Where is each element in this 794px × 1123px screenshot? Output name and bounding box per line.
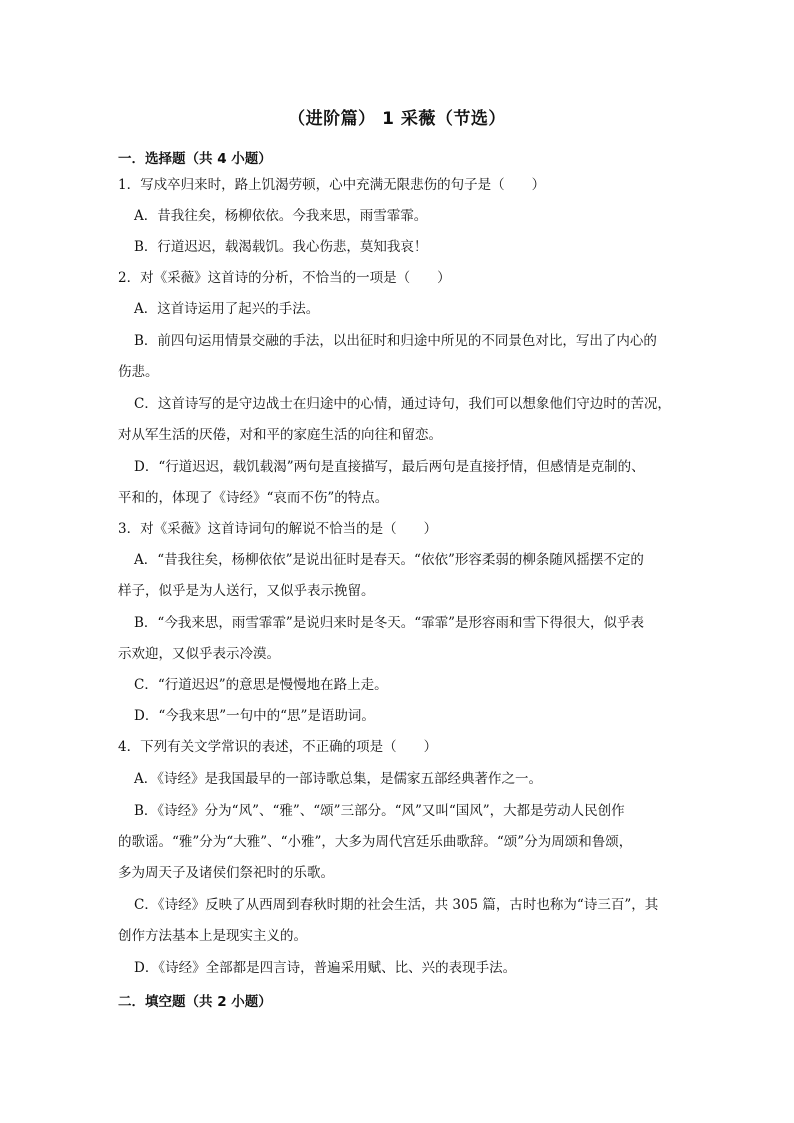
question-2-option-a: A．这首诗运用了起兴的手法。 bbox=[134, 301, 320, 317]
question-4-option-b-cont-2: 多为周天子及诸侯们祭祀时的乐歌。 bbox=[118, 865, 334, 881]
question-3-stem: 3．对《采薇》这首诗词句的解说不恰当的是（ ） bbox=[118, 521, 438, 537]
question-1-stem: 1．写戍卒归来时，路上饥渴劳顿，心中充满无限悲伤的句子是（ ） bbox=[118, 177, 546, 193]
question-3-option-a-cont: 样子，似乎是为人送行，又似乎表示挽留。 bbox=[118, 583, 375, 599]
section-heading-fill-in: 二．填空题（共 2 小题） bbox=[118, 994, 272, 1010]
question-4-option-c-cont: 创作方法基本上是现实主义的。 bbox=[118, 928, 307, 944]
question-2-option-c-cont: 对从军生活的厌倦，对和平的家庭生活的向往和留恋。 bbox=[118, 427, 442, 443]
section-heading-multiple-choice: 一．选择题（共 4 小题） bbox=[118, 151, 272, 167]
question-2-option-b-cont: 伤悲。 bbox=[118, 364, 159, 380]
page-title: （进阶篇） 1 采薇（节选） bbox=[288, 109, 506, 129]
question-1-option-b: B．行道迟迟，载渴载饥。我心伤悲，莫知我哀！ bbox=[134, 239, 428, 255]
question-2-stem: 2．对《采薇》这首诗的分析，不恰当的一项是（ ） bbox=[118, 270, 451, 286]
question-3-option-a: A．“昔我往矣，杨柳依依”是说出征时是春天。“依依”形容柔弱的柳条随风摇摆不定的 bbox=[134, 552, 644, 568]
question-2-option-c: C．这首诗写的是守边战士在归途中的心情，通过诗句，我们可以想象他们守边时的苦况， bbox=[134, 396, 671, 412]
question-3-option-b: B．“今我来思，雨雪霏霏”是说归来时是冬天。“霏霏”是形容雨和雪下得很大，似乎表 bbox=[134, 615, 645, 631]
question-1-option-a: A．昔我往矣，杨柳依依。今我来思，雨雪霏霏。 bbox=[134, 208, 428, 224]
question-4-option-d: D．《诗经》全部都是四言诗，普遍采用赋、比、兴的表现手法。 bbox=[134, 960, 517, 976]
question-4-option-b: B．《诗经》分为“风”、“雅”、“颂”三部分。“风”又叫“国风”，大都是劳动人民创作 bbox=[134, 803, 625, 819]
question-4-option-c: C．《诗经》反映了从西周到春秋时期的社会生活，共 305 篇，古时也称为“诗三百”，其 bbox=[134, 897, 659, 913]
question-4-stem: 4．下列有关文学常识的表述，不正确的项是（ ） bbox=[118, 739, 438, 755]
question-2-option-b: B．前四句运用情景交融的手法，以出征时和归途中所见的不同景色对比，写出了内心的 bbox=[134, 333, 657, 349]
question-2-option-d: D．“行道迟迟，载饥载渴”两句是直接描写，最后两句是直接抒情，但感情是克制的、 bbox=[134, 459, 645, 475]
question-2-option-d-cont: 平和的，体现了《诗经》“哀而不伤”的特点。 bbox=[118, 490, 389, 506]
question-3-option-d: D．“今我来思”一句中的“思”是语助词。 bbox=[134, 708, 375, 724]
question-3-option-c: C．“行道迟迟”的意思是慢慢地在路上走。 bbox=[134, 677, 388, 693]
question-3-option-b-cont: 示欢迎，又似乎表示冷漠。 bbox=[118, 646, 280, 662]
question-4-option-b-cont-1: 的歌谣。“雅”分为“大雅”、“小雅”，大多为周代宫廷乐曲歌辞。“颂”分为周颂和鲁颂， bbox=[118, 834, 633, 850]
question-4-option-a: A．《诗经》是我国最早的一部诗歌总集，是儒家五部经典著作之一。 bbox=[134, 771, 542, 787]
